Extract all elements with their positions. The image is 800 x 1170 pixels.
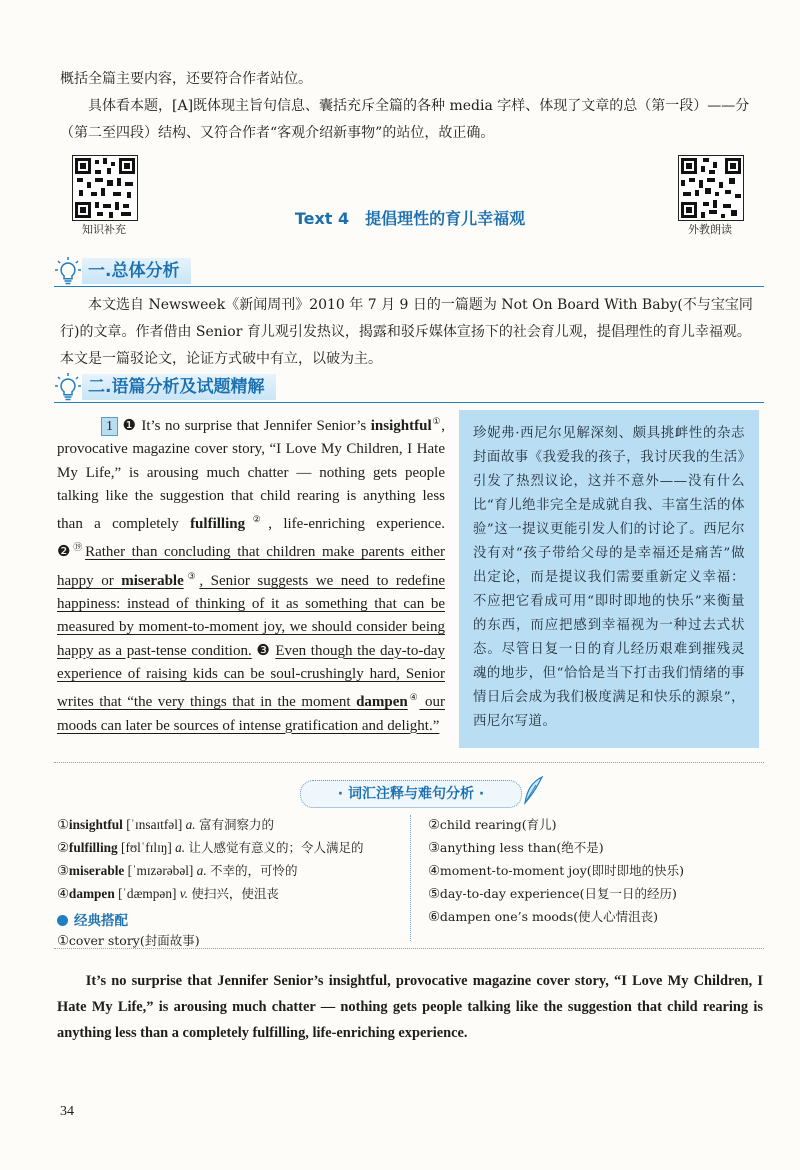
divider: [54, 762, 764, 763]
vocab-definition: 使扫兴，使沮丧: [191, 886, 279, 901]
lightbulb-icon: [54, 256, 82, 286]
collocation-heading: [57, 909, 128, 929]
collocation-text: moment-to-moment joy(即时即地的快乐): [439, 863, 685, 878]
intro-line-1: 概括全篇主要内容，还要符合作者站位。: [60, 71, 312, 87]
text-title: Text 4 提倡理性的育儿幸福观: [294, 209, 526, 228]
section-2-header: [54, 372, 764, 403]
vocab-pos: a.: [185, 817, 196, 832]
collocation-text: day-to-day experience(日复一日的经历): [439, 886, 677, 901]
collocation-text: child rearing(育儿): [439, 817, 557, 832]
sentence-1-number: ❶: [122, 418, 137, 434]
vocab-num: ⑥: [428, 909, 440, 924]
vocab-word-miserable: miserable: [121, 572, 184, 589]
vocab-phonetic: [ˈdæmpən]: [118, 886, 177, 901]
vocab-phonetic: [ˈɪnsaɪtfəl]: [126, 817, 183, 832]
sentence-3-number: ❸: [256, 642, 271, 659]
vocab-column-divider: [410, 815, 411, 941]
vocab-num: ①: [57, 933, 69, 948]
vocab-word: insightful: [68, 817, 123, 832]
vocab-num: ③: [428, 840, 440, 855]
vocab-phonetic: [fʊlˈfɪlɪŋ]: [121, 840, 172, 855]
collocation-title: 经典搭配: [74, 913, 128, 929]
vocab-num: ③: [57, 863, 69, 878]
vocab-item-2: [57, 836, 407, 859]
paragraph-number: 1: [101, 417, 118, 436]
sentence-2-text: , Senior suggests we need to redefine happiness: instead of thinking of it as something that can be measured by moment-to-moment joy, we should consider being happy as a past-tense condition.: [57, 572, 445, 659]
section-1-title: 一.总体分析: [82, 258, 191, 284]
sentence-3-text: our moods can later be sources of intense gratification and delight.”: [57, 694, 446, 734]
vocab-phonetic: [ˈmɪzərəbəl]: [127, 863, 194, 878]
vocab-pos: a.: [175, 840, 186, 855]
sentence-3-text: Even though the day-to-day experience of raising kids can be soul-crushingly hard, Senior writes that “the very things that in the moment: [57, 642, 446, 711]
difficult-sentence: It’s no surprise that Jennifer Senior’s insightful, provocative magazine cover story, “I Love My Children, I Hate My Life,” is arousing much chatter — nothing gets people talking like the suggestion that child rearing is anything less than a completely fulfilling, life-enriching experience.: [57, 973, 763, 1041]
vocab-num: ④: [428, 863, 440, 878]
collocation-item-2: [428, 813, 763, 836]
vocab-num: ②: [428, 817, 440, 832]
vocab-pos: v.: [179, 886, 188, 901]
collocation-item-6: [428, 905, 763, 928]
vocab-pos: a.: [196, 863, 207, 878]
vocab-item-1: [57, 813, 407, 836]
vocab-definition: 不幸的，可怜的: [209, 863, 298, 878]
qr-pattern-right: [679, 156, 743, 220]
lightbulb-icon: [54, 372, 82, 402]
vocab-num: ⑤: [428, 886, 440, 901]
vocab-word-insightful: insightful: [370, 418, 432, 434]
collocation-item-4: [428, 859, 763, 882]
qr-pattern-left: [73, 156, 137, 220]
vocab-definition: 让人感觉有意义的；令人满足的: [188, 840, 364, 855]
sentence-1-text: , life-enriching experience.: [268, 516, 445, 533]
passage-paragraph-1: [57, 410, 445, 738]
page-number: 34: [60, 1104, 74, 1119]
vocab-num: ①: [57, 817, 69, 832]
qr-code-right[interactable]: [678, 155, 744, 221]
note-marker: ②: [245, 514, 269, 525]
vocab-definition: 富有洞察力的: [198, 817, 274, 832]
bullet-dot-icon: [57, 915, 68, 926]
collocation-item-5: [428, 882, 763, 905]
translation-box: 珍妮弗·西尼尔见解深刻、颇具挑衅性的杂志封面故事《我爱我的孩子，我讨厌我的生活》引发了热烈议论，这并不意外——没有什么比“育儿绝非完全是成就自我、丰富生活的体验”这一提议更能引发人们的讨论了。西尼尔没有对“孩子带给父母的是幸福还是痛苦”做出定论，而是提议我们需要重新定义幸福：不应把它看成可用“即时即地的快乐”来衡量的东西，而应把感到幸福视为一种过去式状态。尽管日复一日的育儿经历艰难到摧残灵魂的地步，但“恰恰是当下打击我们情绪的事情日后会成为我们极度满足和快乐的源泉”，西尼尔写道。: [459, 410, 759, 748]
vocab-num: ②: [57, 840, 69, 855]
vocab-word-fulfilling: fulfilling: [190, 516, 246, 533]
sentence-1-text: , provocative magazine cover story, “I Love My Children, I Hate My Life,” is arousing much chatter — nothing gets people talking like the suggestion that child rearing is anything less than a completely: [57, 418, 446, 533]
qr-left-label: 知识补充: [82, 223, 126, 236]
vocab-num: ④: [57, 886, 69, 901]
collocation-item-1: [57, 929, 407, 952]
qr-code-left[interactable]: [72, 155, 138, 221]
note-marker: ③: [183, 570, 200, 581]
sentence-2-text: Rather than concluding that children make parents either happy or: [57, 544, 445, 589]
collocation-item-3: [428, 836, 763, 859]
vocab-word: dampen: [68, 886, 115, 901]
question-marker: ⑲: [73, 542, 86, 553]
vocab-section-title: · 词汇注释与难句分析 ·: [300, 780, 522, 808]
sentence-2-number: ❷: [57, 544, 74, 561]
collocation-text: cover story(封面故事): [68, 933, 200, 948]
vocab-word-dampen: dampen: [356, 694, 408, 711]
vocab-item-3: [57, 859, 407, 882]
vocab-word: miserable: [68, 863, 125, 878]
section-1-body: 本文选自 Newsweek《新闻周刊》2010 年 7 月 9 日的一篇题为 Not On Board With Baby(不与宝宝同行)的文章。作者借由 Senior 育儿观引发热议，揭露和驳斥媒体宣扬下的社会育儿观，提倡理性的育儿幸福观。本文是一篇驳论文，论证方式破中有立，以破为主。: [60, 297, 753, 367]
section-2-title: 二.语篇分析及试题精解: [82, 374, 276, 400]
note-marker: ①: [431, 416, 442, 426]
section-1-header: [54, 256, 764, 287]
sentence-1-text: It’s no surprise that Jennifer Senior’s: [136, 418, 371, 434]
intro-line-2: 具体看本题，[A]既体现主旨句信息、囊括充斥全篇的各种 media 字样、体现了文章的总（第一段）——分（第二至四段）结构、又符合作者“客观介绍新事物”的站位，故正确。: [60, 98, 750, 141]
vocab-word: fulfilling: [68, 840, 118, 855]
qr-right-label: 外教朗读: [688, 223, 732, 236]
collocation-text: anything less than(绝不是): [439, 840, 604, 855]
collocation-text: dampen one’s moods(使人心情沮丧): [439, 909, 659, 924]
note-marker: ④: [407, 692, 420, 703]
vocab-item-4: [57, 882, 407, 905]
feather-pen-icon: [522, 776, 544, 806]
